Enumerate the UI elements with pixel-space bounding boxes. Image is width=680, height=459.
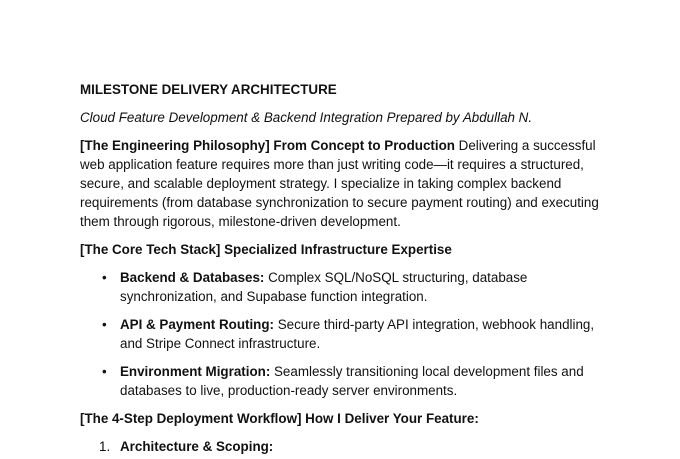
- tech-stack-item-text: Complex SQL/NoSQL structuring, database synchronization, and Supabase function integration.: [120, 270, 528, 304]
- document-subtitle: Cloud Feature Development & Backend Integration Prepared by Abdullah N.: [80, 110, 533, 125]
- tech-stack-item-text: Seamlessly transitioning local development files and databases to live, production-ready server environments.: [120, 364, 584, 398]
- workflow-step-1: [80, 437, 620, 456]
- tech-stack-item-label: Environment Migration:: [120, 364, 271, 379]
- tech-stack-item-backend: [80, 268, 620, 306]
- philosophy-lead: [The Engineering Philosophy] From Concept to Production: [80, 138, 455, 153]
- bullet-icon: •: [102, 317, 107, 332]
- step-label: Architecture & Scoping:: [120, 439, 274, 454]
- document-page: [80, 80, 620, 456]
- tech-stack-item-label: API & Payment Routing:: [120, 317, 274, 332]
- bullet-icon: •: [102, 364, 107, 379]
- tech-stack-item-label: Backend & Databases:: [120, 270, 265, 285]
- philosophy-body: Delivering a successful web application feature requires more than just writing code—it requires a structured, secure, and scalable deployment strategy. I specialize in taking complex backend requirements (from database synchronization to secure payment routing) and executing them through rigorous, milestone-driven development.: [80, 138, 599, 229]
- workflow-heading: [The 4-Step Deployment Workflow] How I Deliver Your Feature:: [80, 411, 479, 426]
- tech-stack-item-migration: [80, 362, 620, 400]
- workflow-steps: [80, 437, 620, 456]
- tech-stack-list: [80, 268, 620, 400]
- step-number: 1.: [99, 439, 111, 454]
- philosophy-paragraph: [80, 136, 620, 231]
- tech-stack-heading: [The Core Tech Stack] Specialized Infrastructure Expertise: [80, 242, 452, 257]
- tech-stack-item-text: Secure third-party API integration, webhook handling, and Stripe Connect infrastructure.: [120, 317, 595, 351]
- document-title: MILESTONE DELIVERY ARCHITECTURE: [80, 82, 337, 97]
- bullet-icon: •: [102, 270, 107, 285]
- tech-stack-item-api: [80, 315, 620, 353]
